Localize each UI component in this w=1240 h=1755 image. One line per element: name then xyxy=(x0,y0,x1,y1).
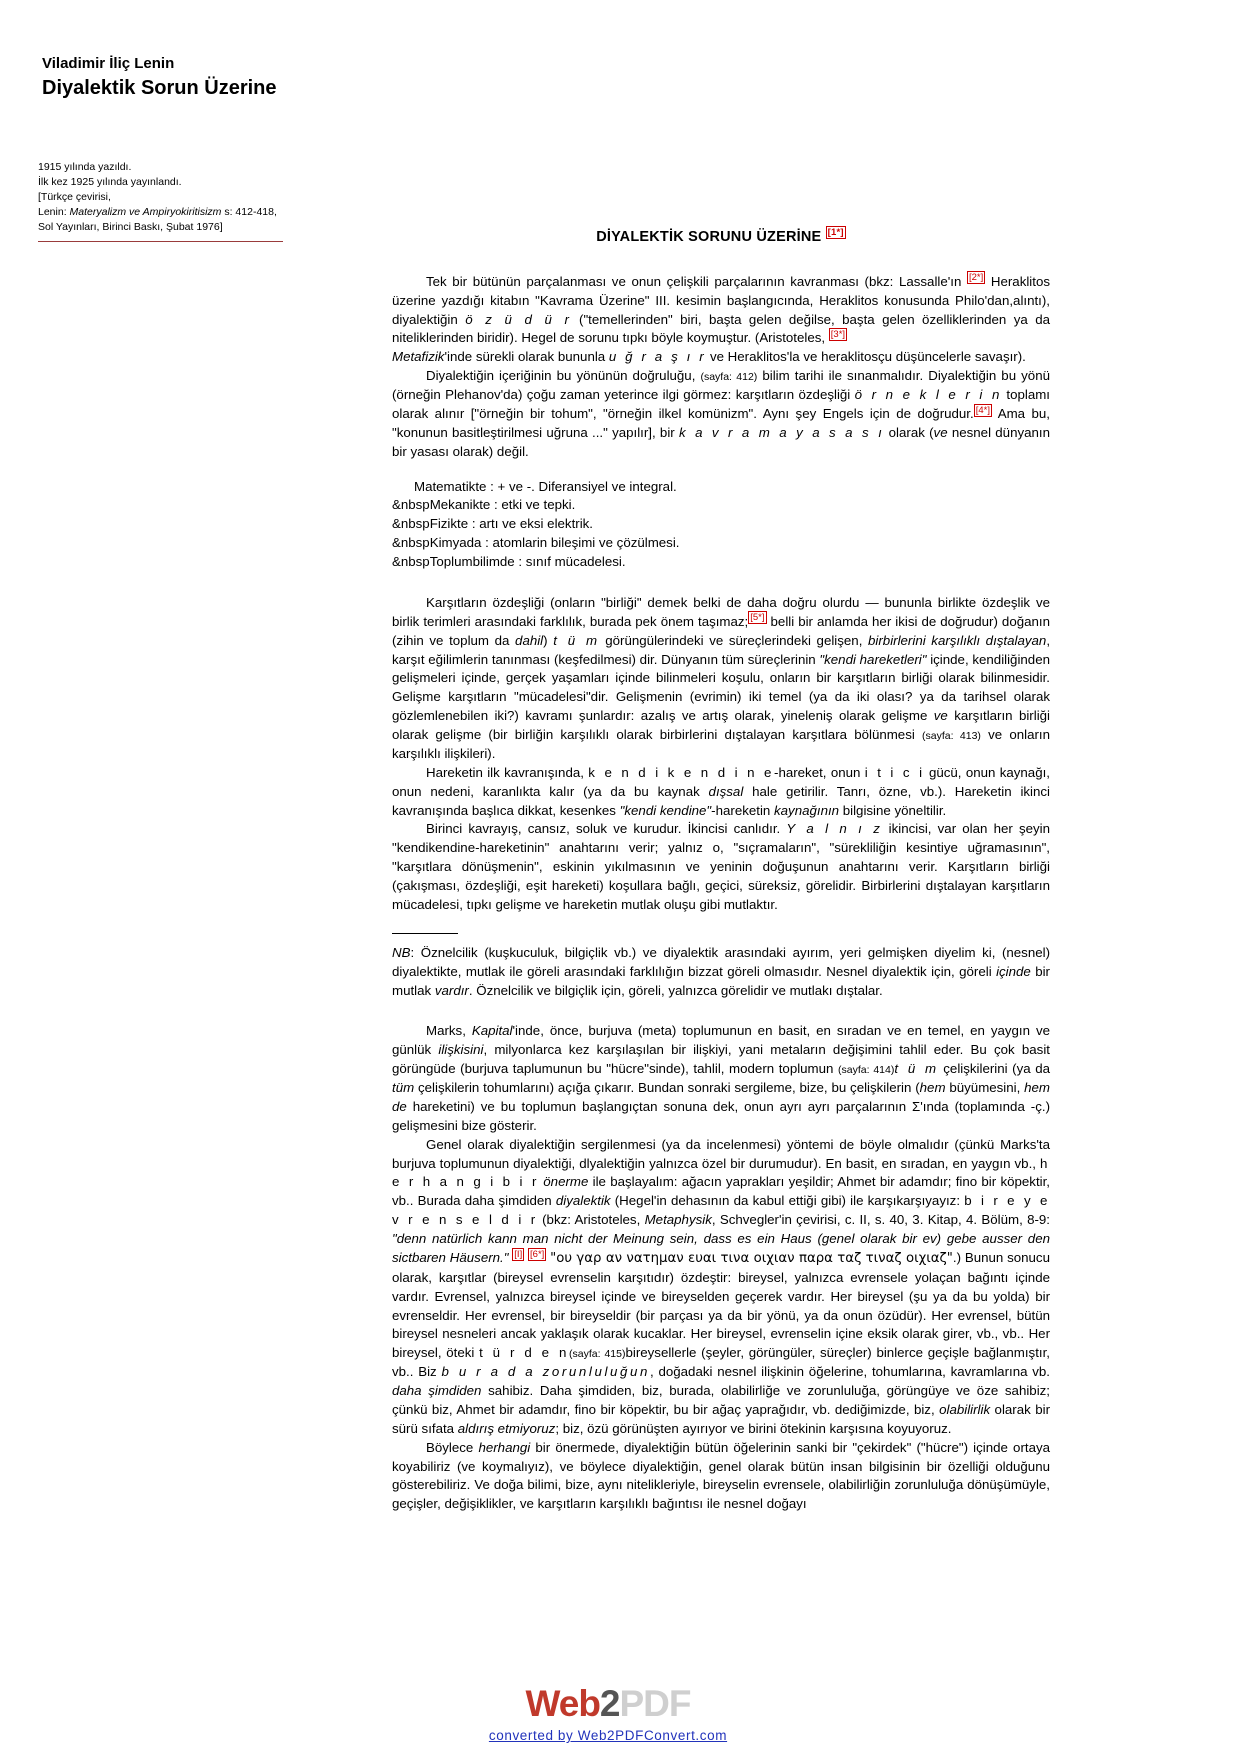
author-name: Viladimir İliç Lenin xyxy=(42,55,175,72)
colophon-publisher: Sol Yayınları, Birinci Baskı, Şubat 1976] xyxy=(38,220,223,233)
main-text-column xyxy=(392,228,1050,1514)
p4-dissal: dışsal xyxy=(708,783,744,799)
p3-seg2: belli bir anlamda her ikisi de doğrudur) doğanın (zihin ve toplum da xyxy=(392,613,1050,648)
p7-hem: hem xyxy=(919,1080,946,1096)
p3-seg8: , karşıt eğilimlerin tanınması (keşfedilmesi) dir. Dünyanın tüm süreçlerinin xyxy=(392,632,1051,667)
paragraph-2 xyxy=(392,367,1050,461)
footnote-marker-roman[interactable]: [ $^I$ ] xyxy=(512,1248,524,1261)
p3-birbirlerini: birbirlerini karşılıklı dıştalayan xyxy=(868,632,1047,648)
paragraph-1 xyxy=(392,273,1050,367)
science-item-physics: &nbspFizikte : artı ve eksi elektrik. xyxy=(392,516,593,532)
p4-seg11: bilgisine yöneltilir. xyxy=(839,802,947,818)
p7-seg3: 'inde, önce, burjuva (meta) toplumunun en basit, en sıradan ve en temel, en yaygın ve günlük xyxy=(392,1023,1050,1058)
p8-seg8: (bkz: Aristoteles, xyxy=(537,1212,645,1228)
p8-emph-birey-evrenseldir: b i r e y e v r e n s e l d i r xyxy=(392,1193,1050,1228)
p7-tum: tüm xyxy=(392,1080,415,1096)
p2-seg4: toplamı olarak alınır ["örneğin bir tohum", "örneğin ilkel komünizm". Aynı şey Engels için de doğrudur. xyxy=(392,387,1050,421)
footnote-marker-4[interactable]: [ $^{4*}$ ] xyxy=(974,404,992,417)
colophon-source xyxy=(38,205,283,220)
p7-seg7: çelişkilerini (ya da xyxy=(938,1061,1050,1077)
paragraph-4 xyxy=(392,764,1050,821)
footnote-marker-3[interactable]: [ $^{3*}$ ] xyxy=(829,328,847,341)
colophon-source-pages: s: 412-418, xyxy=(221,205,277,218)
p6-seg6: . Öznelcilik ve bilgiçlik için, göreli, yalnızca görelidir ve mutlakı dıştalar. xyxy=(468,982,883,998)
footnote-marker-2[interactable]: [ $^{2*}$ ] xyxy=(967,271,985,284)
p5-seg3: ikincisi, var olan her şeyin "kendikendine-hareketinin" anahtarını verir; yalnız o, "sıçramaların", "sürekliliğin kesintiye uğramasının", "karşıtlara dönüşmenin", eskinin yıkılmasının ve yeninin doğuşunun anahtarını verir. Karşıtların birliği (çakışması, özdeşliği, eşit hareketi) koşullara bağlı, geçici, süreksiz, görelidir. Birbirlerini dıştalayan karşıtların mücadelesi, tıpkı gelişme ve hareketin mutlak oluşu gibi mutlaktır. xyxy=(392,821,1050,912)
p1-emph-ozudur: ö z ü d ü r xyxy=(465,311,572,327)
p3-seg1: Karşıtların özdeşliği (onların "birliği" demek belki de daha doğru olurdu — bununla birlikte özdeşlik ve birlik terimleri arasındaki farklılık, burada pek önem taşımaz; xyxy=(392,594,1050,629)
p7-seg9: çelişkilerin tohumlarını) açığa çıkarır. Bundan sonraki sergileme, bize, bu çelişkilerin ( xyxy=(414,1080,920,1096)
p8-german-quote: "denn natürlich kann man nicht der Meinung sein, dass es ein Haus (genel olarak bir ev) gebe ausser den sictbaren Häusern." xyxy=(392,1231,1050,1265)
p7-iliskisini: ilişkisini xyxy=(438,1042,484,1058)
p3-seg12: karşıtların birliği olarak gelişme (bir birliğin karşılıklı olarak birbirlerini dıştalayan karşıtlara bölünmesi xyxy=(392,708,1050,743)
document-title-text: DİYALEKTİK SORUNU ÜZERİNE xyxy=(596,228,822,245)
p9-herhangi: herhangi xyxy=(478,1439,531,1455)
p9-seg1: Böylece xyxy=(426,1439,479,1455)
p8-seg4: ile başlayalım: ağacın yaprakları yeşildir; Ahmet bir adamdır; fino bir köpektir, vb.. Burada daha şimdiden xyxy=(392,1174,1050,1209)
p8-seg24: ; biz, özü görünüşten ayırıyor ve birini ötekinin karşısına koyuyoruz. xyxy=(555,1420,952,1436)
p4-emph-itici: i t i c i xyxy=(864,764,925,780)
p4-seg3: -hareket, onun xyxy=(774,764,865,780)
p7-kapital: Kapital xyxy=(471,1023,513,1039)
p8-seg22: olarak bir sürü sıfata xyxy=(392,1401,1050,1436)
p8-seg14: .) Bunun sonucu olarak, karşıtlar (bireysel evrenselin karşıtıdır) özdeştir: bireysel, yalnızca evrensele yolaçan bağıntı içinde vardır. Evrensel, yalnızca bireysel içinde ve bireyselden geçerek vardır. Her bireysel (şu ya da bu yolda) bir evrenseldir. Her evrensel, bir bireyseldir (bir parçası ya da bir yönü, ya da onun özüdür). Her evrensel, bütün bireysel nesneleri ancak yaklaşık olarak kucaklar. Her bireysel, evrenselin içine eksik olarak girer, vb., vb.. Her bireysel, öteki xyxy=(392,1249,1050,1361)
p1-seg4: ("temellerinden" biri, başta gelen değilse, başta gelen özelliklerinden ya da niteliklerinden biridir). Hegel de sorunu tıpkı böyle koymuştur. (Aristoteles, xyxy=(392,311,1050,346)
p6-icinde: içinde xyxy=(996,963,1031,979)
p8-onerme: önerme xyxy=(539,1174,589,1190)
page-marker-415: (sayfa: 415) xyxy=(569,1348,626,1361)
p8-diyalektik: diyalektik xyxy=(555,1193,611,1209)
paragraph-3 xyxy=(392,594,1050,764)
p1-seg8: ve Heraklitos'la ve heraklitosçu düşüncelerle savaşır). xyxy=(706,349,1026,365)
footnote-marker-5[interactable]: [ $^{5*}$ ] xyxy=(748,611,766,624)
p7-seg5: , milyonlarca kez karşılaşılan bir ilişkiyi, yani metaların değişimini tahlil eder. Bu çok basit görüngüde (burjuva taplumunun bu "hücre"sinde), tahlil, modern toplumun xyxy=(392,1042,1050,1077)
p8-daha-simdiden: daha şimdiden xyxy=(392,1383,482,1399)
p7-seg13: hareketini) ve bu toplumun başlangıçtan sonuna dek, onun ayrı ayrı parçalarının Σ'ında (toplamında -ç.) gelişmesini bize gösterir. xyxy=(392,1098,1050,1133)
converted-by-link[interactable]: converted by Web2PDFConvert.com xyxy=(488,1728,728,1743)
p1-seg2: Heraklitos üzerine yazdığı kitabın "Kavrama Üzerine" III. kesimin başlangıcında, Heraklitos konusunda Philo'dan,alıntı), diyalektiğin xyxy=(392,273,1050,327)
p4-seg7: hale getirilir. Tanrı, özne, vb.). Hareketin ikinci kavranışında başlıca dikkat, kesenkes xyxy=(392,783,1051,818)
page-marker-412: (sayfa: 412) xyxy=(700,371,758,384)
p3-seg4: ) xyxy=(543,632,554,648)
p2-seg9: nesnel dünyanın bir yasası olarak) değil. xyxy=(392,424,1050,459)
p6-vardir: vardır xyxy=(434,982,469,998)
p8-seg10: , Schvegler'in çevirisi, c. II, s. 40, 3. Kitap, 4. Bölüm, 8-9: xyxy=(711,1212,1051,1228)
p8-seg18: , doğadaki nesnel ilişkinin öğelerine, tohumlarına, kavramlarına vb. xyxy=(650,1364,1050,1380)
p7-hem-de: hem de xyxy=(392,1080,1051,1114)
p3-seg10: içinde, kendiliğinden gelişmeleri içinde, gerçek yaşamları içinde bilinmeleri koşulu, onların bir karşıtların birliği olarak bilinmesidir. Gelişme karşıtların "mücadelesi"dir. Gelişmenin (evrimin) iki temel (ya da iki olası? ya da tarihsel olarak gözlemlenebilen iki?) kavramı şunlardır: azalış ve artış olarak, yineleniş olarak gelişme xyxy=(392,651,1050,724)
colophon-translation: [Türkçe çevirisi, xyxy=(38,190,111,203)
paragraph-7 xyxy=(392,1022,1050,1135)
page-header xyxy=(42,54,542,101)
p2-seg7: olarak ( xyxy=(884,424,934,440)
p2-emph-kavrama-yasasi: k a v r a m a y a s a s ı xyxy=(678,424,885,440)
page-marker-413: (sayfa: 413) xyxy=(921,730,981,743)
book-title: Diyalektik Sorun Üzerine xyxy=(42,77,277,100)
p4-emph-kendikendine: k e n d i k e n d i n e xyxy=(588,764,775,780)
colophon-published: İlk kez 1925 yılında yayınlandı. xyxy=(38,175,182,188)
logo-web-text: Web xyxy=(525,1683,600,1724)
web2pdf-logo xyxy=(489,1685,727,1722)
p8-seg16: bireysellerle (şeyler, görüngüler, süreçler) binlerce geçişle bağlanmıştır, vb.. Biz xyxy=(392,1345,1050,1380)
p9-seg3: bir önermede, diyalektiğin bütün öğelerinin sanki bir "çekirdek" ("hücre") içinde ortaya koyabiliriz (ve koymalıyız), ve böylece diyalektiğin, genel olarak bütün insan bilgisinin bir özelliği olduğunu gösterebiliriz. Ve doğa bilimi, bize, aynı nitelikleriyle, bireyselin evrensele, olabilirliğin zorunluluğa dönüşümüyle, geçişler, değişiklikler, ve karşıtların karşılıklı bağıntısı ile nesnel doğayı xyxy=(392,1439,1051,1512)
p5-emph-yalniz: Y a l n ı z xyxy=(786,821,883,837)
science-item-mechanics: &nbspMekanikte : etki ve tepki. xyxy=(392,497,576,513)
footnote-marker-6[interactable]: [ $^{6*}$ ] xyxy=(528,1248,546,1261)
paragraph-5 xyxy=(392,820,1050,914)
p6-seg4: bir mutlak xyxy=(392,963,1050,998)
science-item-sociology: &nbspToplumbilimde : sınıf mücadelesi. xyxy=(392,554,626,570)
colophon-source-prefix: Lenin: xyxy=(38,205,70,218)
logo-two-text: 2 xyxy=(599,1683,620,1724)
p7-emph-tum: t ü m xyxy=(894,1061,939,1077)
p1-seg6: 'inde sürekli olarak bununla xyxy=(444,349,609,365)
logo-pdf-text: PDF xyxy=(619,1683,691,1724)
p1-emph-ugrasir: u ğ r a ş ı r xyxy=(608,349,707,365)
colophon-source-title: Materyalizm ve Ampiryokiritisizm xyxy=(69,205,222,218)
science-item-math: Matematikte : + ve -. Diferansiyel ve integral. xyxy=(414,478,677,494)
p3-seg13: ve onların karşılıklı ilişkileri). xyxy=(392,727,1050,761)
p8-metaphysik: Metaphysik xyxy=(644,1212,712,1228)
colophon-block xyxy=(38,160,283,242)
p4-seg9: -hareketin xyxy=(711,802,774,818)
sciences-list xyxy=(392,478,1050,572)
p8-emph-turden: t ü r d e n xyxy=(479,1345,569,1361)
p3-ve: ve xyxy=(933,708,948,724)
p8-aldiris-etmiyoruz: aldırış etmiyoruz xyxy=(457,1420,556,1436)
p4-kendikendine-q: "kendi kendine" xyxy=(619,802,712,818)
p4-seg5: gücü, onun kaynağı, onun nedeni, karanlıkta kalır (ya da bu kaynak xyxy=(392,764,1050,799)
p3-dahil: dahil xyxy=(515,632,544,648)
p1-seg1: Tek bir bütünün parçalanması ve onun çelişkili parçalarının kavranması (bkz: Lassalle'ın xyxy=(426,273,967,289)
p2-ve: ve xyxy=(933,424,948,440)
page-marker-414: (sayfa: 414) xyxy=(838,1064,895,1077)
p4-seg1: Hareketin ilk kavranışında, xyxy=(426,764,589,780)
p2-seg2: bilim tarihi ile sınanmalıdır. Diyalektiğin bu yönü (örneğin Plehanov'da) çoğu zaman yeterince ilgi görmez: karşıtların özdeşliği xyxy=(392,368,1050,403)
footnote-marker-1[interactable]: [ $^{1*}$ ] xyxy=(826,226,846,239)
p6-seg2: : Öznelcilik (kuşkuculuk, bilgiçlik vb.) ve diyalektik arasındaki ayırım, yeri gelmişken diyelim ki, (nesnel) diyalektikte, mutlak ile göreli arasındaki farklılığın bizzat göreli olmasıdır. Nesnel diyalektik için, göreli xyxy=(392,944,1050,979)
paragraph-9 xyxy=(392,1439,1050,1515)
p7-seg1: Marks, xyxy=(426,1023,472,1039)
p8-greek-quote: "ου γαρ αν νατημαν ευαι τινα οιχιαν παρα ταζ τιναζ οιχιαζ" xyxy=(550,1250,953,1266)
p8-seg6: (Hegel'in dehasının da kabul ettiği gibi) ile karşıkarşıyayız: xyxy=(610,1193,965,1209)
p8-seg20: sahibiz. Daha şimdiden, biz, burada, olabilirliğe ve zorunluluğa, görüngüye ve öze sahibiz; çünkü biz, Ahmet bir adamdır, fino bir köpektir, bu bir ağaç yaprağıdır, vb. dediğimizde, biz, xyxy=(392,1383,1050,1417)
p2-seg1: Diyalektiğin içeriğinin bu yönünün doğruluğu, xyxy=(426,368,701,384)
p2-emph-orneklerin: ö r n e k l e r i n xyxy=(854,387,1002,403)
p8-emph-herhangi-bir: h e r h a n g i b i r xyxy=(392,1155,1050,1190)
p3-seg6: görüngülerindeki ve süreçlerindeki gelişen, xyxy=(599,632,869,648)
paragraph-nb xyxy=(392,944,1050,1001)
p4-kaynaginin: kaynağının xyxy=(774,802,840,818)
paragraph-8 xyxy=(392,1136,1050,1439)
p8-seg1: Genel olarak diyalektiğin sergilenmesi (ya da incelenmesi) yöntemi de böyle olmalıdır (çünkü Marks'ta burjuva toplumunun diyalektiği, dlyalektiğin yalnızca özel bir durumudur). En basit, en sıradan, en yaygın vb., xyxy=(392,1136,1050,1171)
p8-emph-burada-zorunlulugun: b u r a d a zorunluluğun xyxy=(441,1364,651,1380)
colophon-written: 1915 yılında yazıldı. xyxy=(38,161,132,173)
page-footer xyxy=(0,1685,1240,1745)
p2-seg5: Ama bu, "konunun basitleştirilmesi uğruna ..." yapılır], bir xyxy=(392,405,1050,440)
p5-seg1: Birinci kavrayış, cansız, soluk ve kurudur. İkincisi canlıdır. xyxy=(426,821,787,837)
p1-metafizik: Metafizik xyxy=(392,349,445,365)
horizontal-rule xyxy=(392,933,458,934)
web2pdf-logo-block xyxy=(489,1685,727,1743)
p8-olabilirlik: olabilirlik xyxy=(939,1401,991,1417)
p3-kendi-hareketleri: "kendi hareketleri" xyxy=(819,651,927,667)
nb-label: NB xyxy=(392,944,411,960)
p7-seg11: büyümesini, xyxy=(945,1080,1025,1096)
p3-emph-tum: t ü m xyxy=(553,632,600,648)
document-title xyxy=(392,228,1050,245)
science-item-chemistry: &nbspKimyada : atomlarin bileşimi ve çözülmesi. xyxy=(392,535,680,551)
